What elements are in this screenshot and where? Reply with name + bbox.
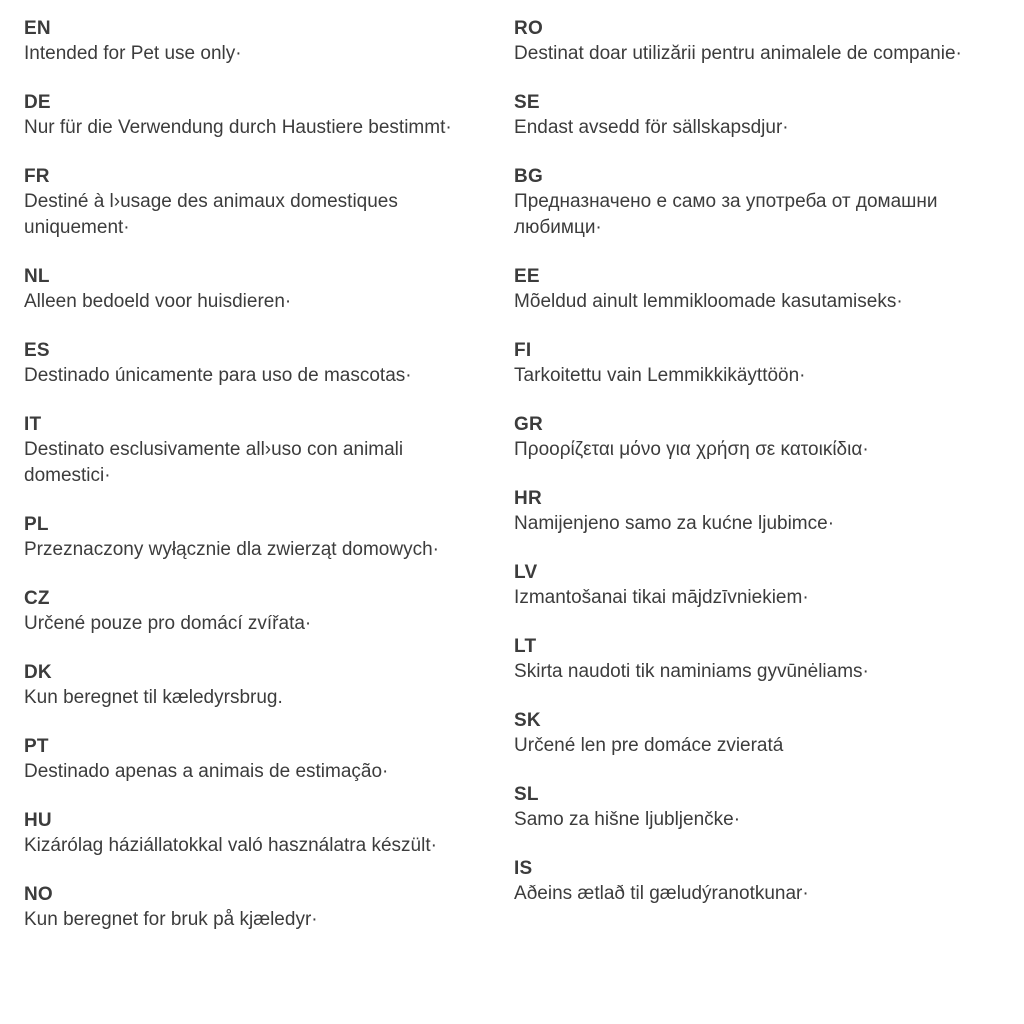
language-entry [514, 560, 1000, 611]
translation-text: Destinado apenas a animais de estimação· [24, 761, 389, 782]
language-code: BG [514, 166, 543, 187]
translation-text: Tarkoitettu vain Lemmikkikäyttöön· [514, 365, 806, 386]
translation-text: Destinado únicamente para uso de mascotas· [24, 365, 412, 386]
language-entry [24, 660, 490, 711]
language-entry [514, 338, 1000, 389]
translation-text: Skirta naudoti tik naminiams gyvūnėliams· [514, 661, 869, 682]
translation-text: Mõeldud ainult lemmikloomade kasutamiseks· [514, 291, 903, 312]
translation-text: Destinat doar utilizării pentru animalele de companie· [514, 43, 962, 64]
translation-text: Kun beregnet til kæledyrsbrug. [24, 687, 283, 708]
language-entry [514, 708, 1000, 759]
language-code: FI [514, 340, 532, 361]
language-entry [514, 856, 1000, 907]
language-code: ES [24, 340, 50, 361]
language-code: IT [24, 414, 42, 435]
language-code: GR [514, 414, 543, 435]
language-code: HU [24, 810, 52, 831]
translation-text: Intended for Pet use only· [24, 43, 242, 64]
language-entry [24, 808, 490, 859]
translation-text: Izmantošanai tikai mājdzīvniekiem· [514, 587, 809, 608]
translation-text: Určené len pre domáce zvieratá [514, 735, 784, 756]
translation-text: Destinato esclusivamente all›uso con animali domestici· [24, 439, 404, 486]
language-code: NO [24, 884, 53, 905]
translation-text: Namijenjeno samo za kućne ljubimce· [514, 513, 835, 534]
translation-text: Kun beregnet for bruk på kjæledyr· [24, 909, 318, 930]
language-code: PT [24, 736, 49, 757]
language-code: EE [514, 266, 540, 287]
translation-text: Endast avsedd för sällskapsdjur· [514, 117, 789, 138]
language-entry [24, 412, 490, 489]
translation-text: Samo za hišne ljubljenčke· [514, 809, 741, 830]
language-entry [24, 16, 490, 67]
language-entry [24, 512, 490, 563]
language-code: DK [24, 662, 52, 683]
language-code: LV [514, 562, 538, 583]
language-code: EN [24, 18, 51, 39]
language-code: SK [514, 710, 541, 731]
translation-text: Aðeins ætlað til gæludýranotkunar· [514, 883, 809, 904]
language-code: HR [514, 488, 542, 509]
language-code: FR [24, 166, 50, 187]
translation-text: Destiné à l›usage des animaux domestiques uniquement· [24, 191, 398, 238]
translation-text: Przeznaczony wyłącznie dla zwierząt domowych· [24, 539, 439, 560]
right-column [514, 16, 1000, 956]
language-entry [24, 164, 490, 241]
left-column [24, 16, 490, 956]
language-code: IS [514, 858, 533, 879]
language-entry [514, 486, 1000, 537]
language-code: PL [24, 514, 49, 535]
language-entry [24, 586, 490, 637]
language-code: LT [514, 636, 537, 657]
translation-text: Προορίζεται μόνο για χρήση σε κατοικίδια· [514, 439, 869, 460]
translation-text: Предназначено е само за употреба от домашни любимци· [514, 191, 938, 238]
language-code: DE [24, 92, 51, 113]
language-entry [24, 882, 490, 933]
language-entry [514, 412, 1000, 463]
translation-text: Určené pouze pro domácí zvířata· [24, 613, 312, 634]
language-entry [514, 164, 1000, 241]
translation-text: Nur für die Verwendung durch Haustiere bestimmt· [24, 117, 452, 138]
language-entry [514, 90, 1000, 141]
language-code: RO [514, 18, 543, 39]
language-entry [514, 264, 1000, 315]
language-entry [514, 782, 1000, 833]
language-code: CZ [24, 588, 50, 609]
language-code: NL [24, 266, 50, 287]
language-entry [24, 264, 490, 315]
language-entry [514, 634, 1000, 685]
language-entry [24, 338, 490, 389]
language-code: SL [514, 784, 539, 805]
language-entry [514, 16, 1000, 67]
language-entry [24, 90, 490, 141]
translation-text: Kizárólag háziállatokkal való használatra készült· [24, 835, 437, 856]
language-entry [24, 734, 490, 785]
language-code: SE [514, 92, 540, 113]
translation-text: Alleen bedoeld voor huisdieren· [24, 291, 292, 312]
